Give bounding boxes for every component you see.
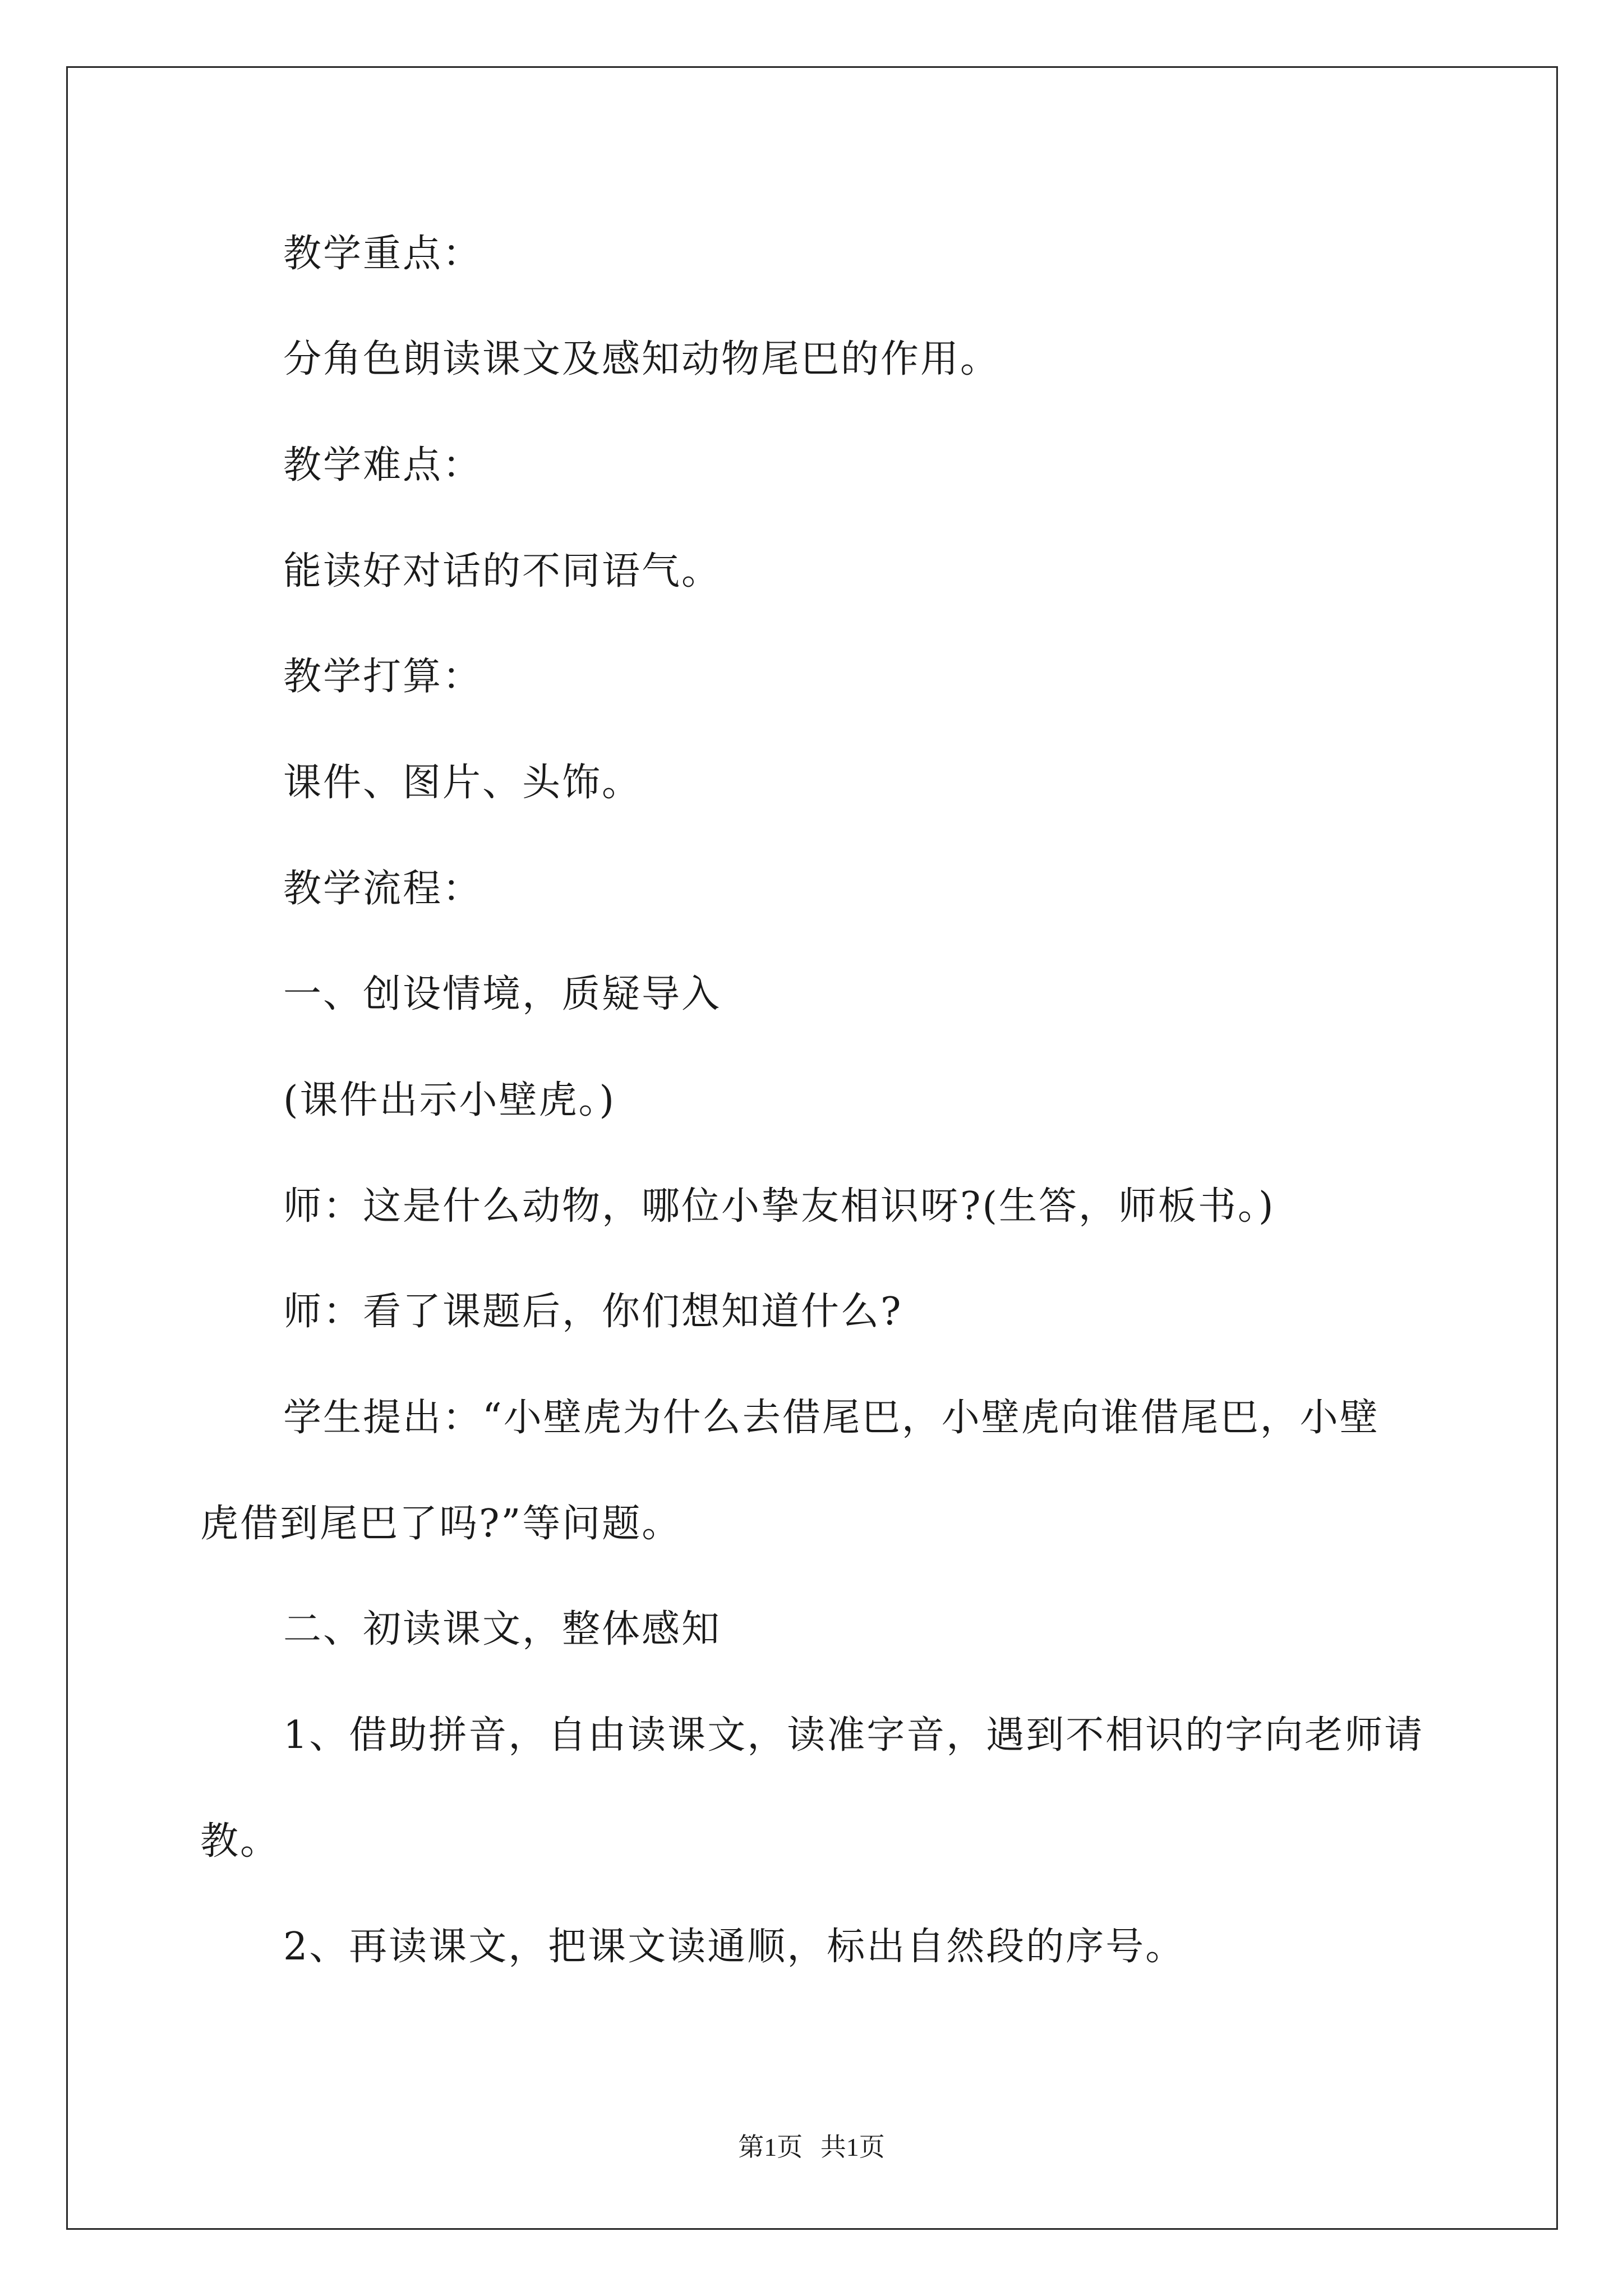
page-number: 第1页 xyxy=(738,2133,803,2161)
heading-teaching-difficulty: 教学难点： xyxy=(283,443,483,487)
list-item-1-line1: 1、借助拼音，自由读课文，读准字音，遇到不相识的字向老师请 xyxy=(283,1713,1424,1757)
paragraph-teaching-focus: 分角色朗读课文及感知动物尾巴的作用。 xyxy=(283,337,1000,381)
list-item-1-line2: 教。 xyxy=(200,1819,280,1864)
page-border xyxy=(66,66,1558,2230)
paragraph-teaching-difficulty: 能读好对话的不同语气。 xyxy=(283,549,722,593)
paragraph-teacher-question-2: 师：看了课题后，你们想知道什么? xyxy=(283,1290,903,1334)
page-total: 共1页 xyxy=(820,2133,885,2161)
paragraph-student-questions-line1: 学生提出：“小壁虎为什么去借尾巴，小壁虎向谁借尾巴，小壁 xyxy=(283,1396,1380,1440)
heading-teaching-preparation: 教学打算： xyxy=(283,655,483,699)
paragraph-teaching-preparation: 课件、图片、头饰。 xyxy=(283,761,642,805)
heading-teaching-focus: 教学重点： xyxy=(283,232,483,276)
paragraph-student-questions-line2: 虎借到尾巴了吗?”等问题。 xyxy=(200,1502,682,1546)
paragraph-teacher-question-1: 师：这是什么动物，哪位小挚友相识呀?(生答，师板书。) xyxy=(283,1184,1275,1228)
section-heading-2: 二、初读课文，整体感知 xyxy=(283,1607,722,1651)
paragraph-courseware-note: (课件出示小壁虎。) xyxy=(283,1078,616,1122)
heading-teaching-process: 教学流程： xyxy=(283,867,483,911)
section-heading-1: 一、创设情境，质疑导入 xyxy=(283,972,722,1016)
list-item-2: 2、再读课文，把课文读通顺，标出自然段的序号。 xyxy=(283,1925,1186,1969)
page-footer xyxy=(0,2133,1623,2161)
